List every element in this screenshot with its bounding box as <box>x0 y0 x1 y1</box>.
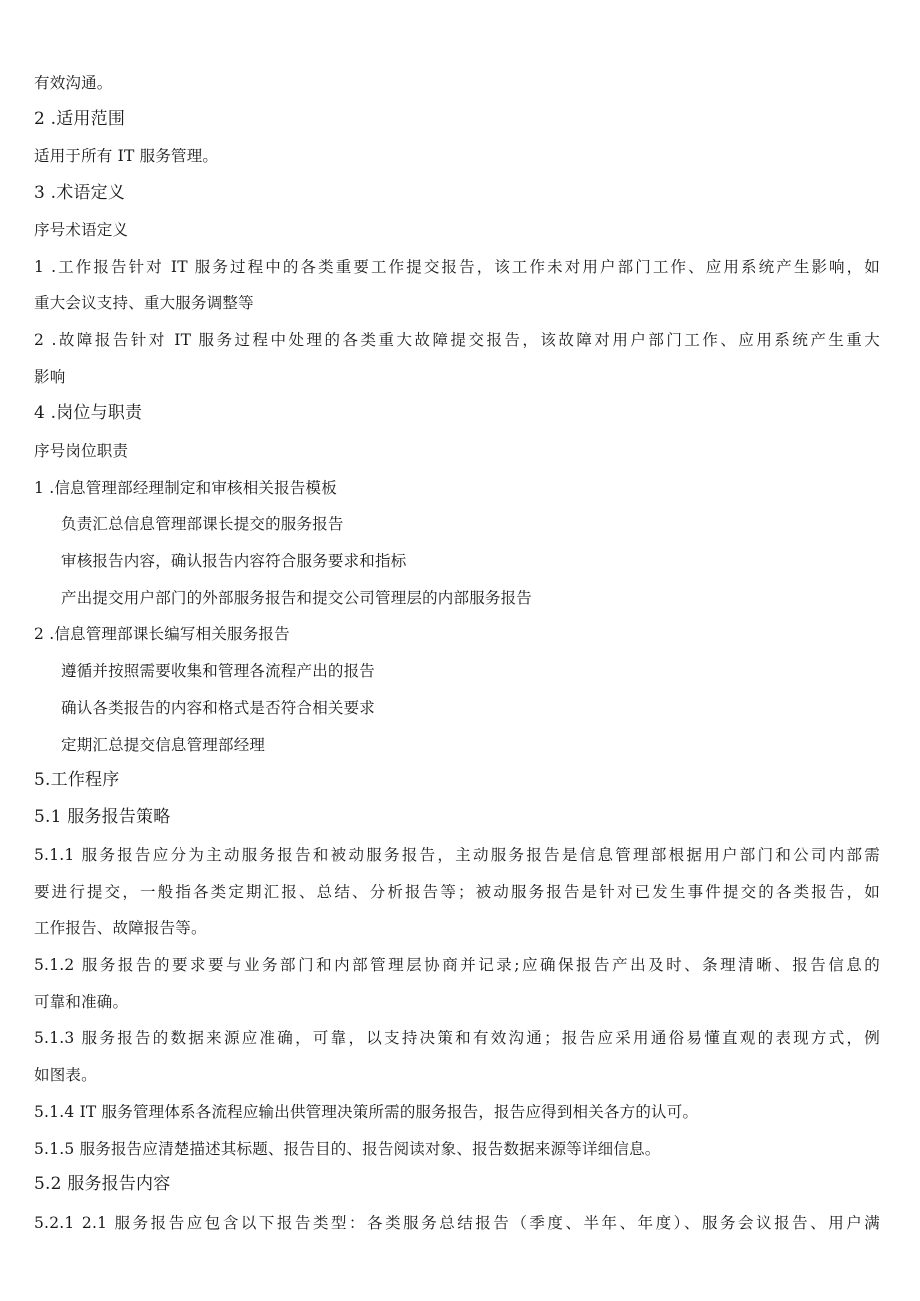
text-line: 有效沟通。 <box>34 74 113 92</box>
text-line: 1 .工作报告针对 IT 服务过程中的各类重要工作提交报告，该工作未对用户部门工作、应用系统产生影响，如 <box>34 258 880 276</box>
text-line: 要进行提交，一般指各类定期汇报、总结、分析报告等；被动服务报告是针对已发生事件提交的各类报告，如 <box>34 883 880 901</box>
text-line: 工作报告、故障报告等。 <box>34 919 207 937</box>
section-heading-roles: 4 .岗位与职责 <box>34 403 143 423</box>
text-line: 适用于所有 IT 服务管理。 <box>34 147 219 165</box>
text-line: 负责汇总信息管理部课长提交的服务报告 <box>61 515 344 533</box>
text-line: 影响 <box>34 368 66 386</box>
text-line: 5.1.1 服务报告应分为主动服务报告和被动服务报告，主动服务报告是信息管理部根据用户部门和公司内部需 <box>34 846 880 864</box>
table-header-line: 序号术语定义 <box>34 221 129 239</box>
text-line: 确认各类报告的内容和格式是否符合相关要求 <box>61 699 376 717</box>
table-header-line: 序号岗位职责 <box>34 442 129 460</box>
text-line: 如图表。 <box>34 1066 97 1084</box>
text-line: 5.1.3 服务报告的数据来源应准确，可靠，以支持决策和有效沟通；报告应采用通俗易懂直观的表现方式，例 <box>34 1029 880 1047</box>
text-line: 定期汇总提交信息管理部经理 <box>61 736 266 754</box>
subsection-heading-strategy: 5.1 服务报告策略 <box>34 807 171 827</box>
section-heading-scope: 2 .适用范围 <box>34 109 126 129</box>
section-heading-procedure: 5.工作程序 <box>34 770 120 790</box>
text-line: 可靠和准确。 <box>34 993 129 1011</box>
text-line: 审核报告内容，确认报告内容符合服务要求和指标 <box>61 552 407 570</box>
text-line: 1 .信息管理部经理制定和审核相关报告模板 <box>34 479 337 497</box>
text-line: 5.1.4 IT 服务管理体系各流程应输出供管理决策所需的服务报告，报告应得到相关各方的认可。 <box>34 1103 699 1121</box>
text-line: 2 .故障报告针对 IT 服务过程中处理的各类重大故障提交报告，该故障对用户部门工作、应用系统产生重大 <box>34 331 880 349</box>
text-line: 重大会议支持、重大服务调整等 <box>34 294 254 312</box>
subsection-heading-content: 5.2 服务报告内容 <box>34 1174 171 1194</box>
text-line: 遵循并按照需要收集和管理各流程产出的报告 <box>61 662 376 680</box>
text-line: 2 .信息管理部课长编写相关服务报告 <box>34 625 290 643</box>
text-line: 5.2.1 2.1 服务报告应包含以下报告类型：各类服务总结报告（季度、半年、年度）、服务会议报告、用户满 <box>34 1214 880 1232</box>
text-line: 5.1.5 服务报告应清楚描述其标题、报告目的、报告阅读对象、报告数据来源等详细信息。 <box>34 1140 661 1158</box>
text-line: 5.1.2 服务报告的要求要与业务部门和内部管理层协商并记录;应确保报告产出及时、条理清晰、报告信息的 <box>34 956 880 974</box>
section-heading-terms: 3 .术语定义 <box>34 183 126 203</box>
text-line: 产出提交用户部门的外部服务报告和提交公司管理层的内部服务报告 <box>61 589 533 607</box>
